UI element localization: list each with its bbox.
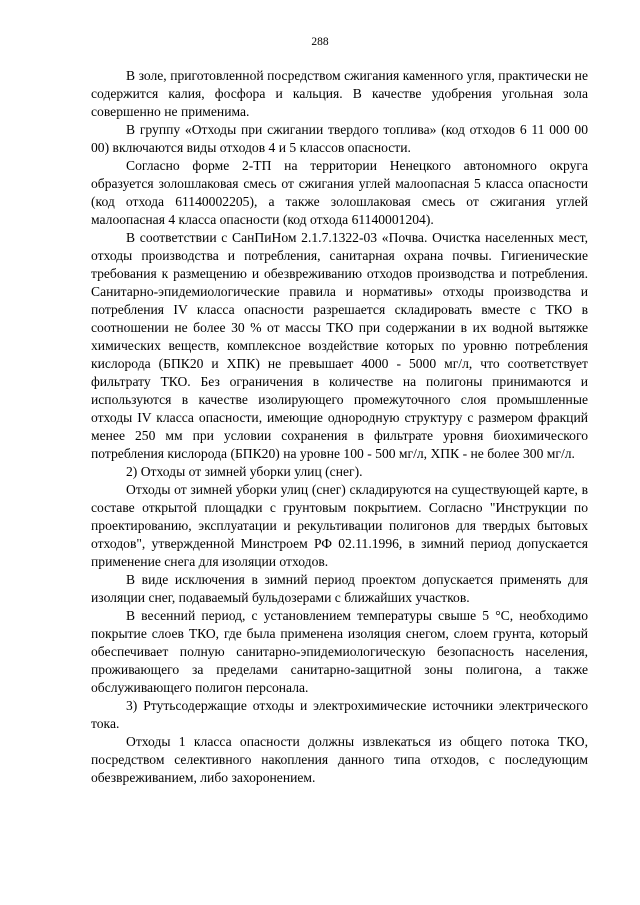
paragraph-sanpin: В соответствии с СанПиНом 2.1.7.1322-03 «Почва. Очистка населенных мест, отходы производства и потребления, санитарная охрана почвы. Гигиенические требования к размещению и обезвреживанию отходов производства и потребления. Санитарно-эпидемиологические правила и нормативы» отходы производства и потребления IV класса опасности разрешается складировать вместе с ТКО в соотношении не более 30 % от массы ТКО при содержании в их водной вытяжке химических веществ, комплексное воздействие которых по уровню потребления кислорода (БПК20 и ХПК) не превышает 4000 - 5000 мг/л, что соответствует фильтрату ТКО. Без ограничения в количестве на полигоны принимаются и используются в качестве изолирующего промежуточного слоя промышленные отходы IV класса опасности, имеющие однородную структуру с размером фракций менее 250 мм при условии сохранения в фильтрате уровня биохимического потребления кислорода (БПК20) на уровне 100 - 500 мг/л, ХПК - не более 300 мг/л.	[91, 230, 588, 461]
paragraph-solid-fuel-group: В группу «Отходы при сжигании твердого топлива» (код отходов 6 11 000 00 00) включаются виды отходов 4 и 5 классов опасности.	[91, 122, 588, 155]
paragraph-form-2tp: Согласно форме 2-ТП на территории Ненецкого автономного округа образуется золошлаковая смесь от сжигания углей малоопасная 5 класса опасности (код отхода 61140002205), а также золошлаковая смесь от сжигания углей малоопасная 4 класса опасности (код отхода 61140001204).	[91, 158, 588, 227]
page-number: 288	[311, 36, 329, 48]
paragraph-snow-exception: В виде исключения в зимний период проектом допускается применять для изоляции снег, подаваемый бульдозерами с ближайших участков.	[91, 572, 588, 605]
paragraph-spring-period: В весенний период, с установлением температуры свыше 5 °С, необходимо покрытие слоев ТКО, где была применена изоляция снегом, слоем грунта, который обеспечивает полную санитарно-эпидемиологическую безопасность населения, проживающего за пределами санитарно-защитной зоны полигона, а также обслуживающего полигон персонала.	[91, 608, 588, 695]
document-body	[91, 67, 588, 787]
heading-mercury-waste: 3) Ртутьсодержащие отходы и электрохимические источники электрического тока.	[91, 698, 588, 731]
paragraph-snow-storage: Отходы от зимней уборки улиц (снег) складируются на существующей карте, в составе открытой площадки с грунтовым покрытием. Согласно "Инструкции по проектированию, эксплуатации и рекультивации полигонов для твердых бытовых отходов", утвержденной Минстроем РФ 02.11.1996, в зимний период допускается применение снега для изоляции отходов.	[91, 482, 588, 569]
heading-snow-waste: 2) Отходы от зимней уборки улиц (снег).	[126, 464, 363, 479]
paragraph-coal-ash: В золе, приготовленной посредством сжигания каменного угля, практически не содержится калия, фосфора и кальция. В качестве удобрения угольная зола совершенно не применима.	[91, 68, 588, 119]
paragraph-class1-waste: Отходы 1 класса опасности должны извлекаться из общего потока ТКО, посредством селективного накопления данного типа отходов, с последующим обезвреживанием, либо захоронением.	[91, 734, 588, 785]
